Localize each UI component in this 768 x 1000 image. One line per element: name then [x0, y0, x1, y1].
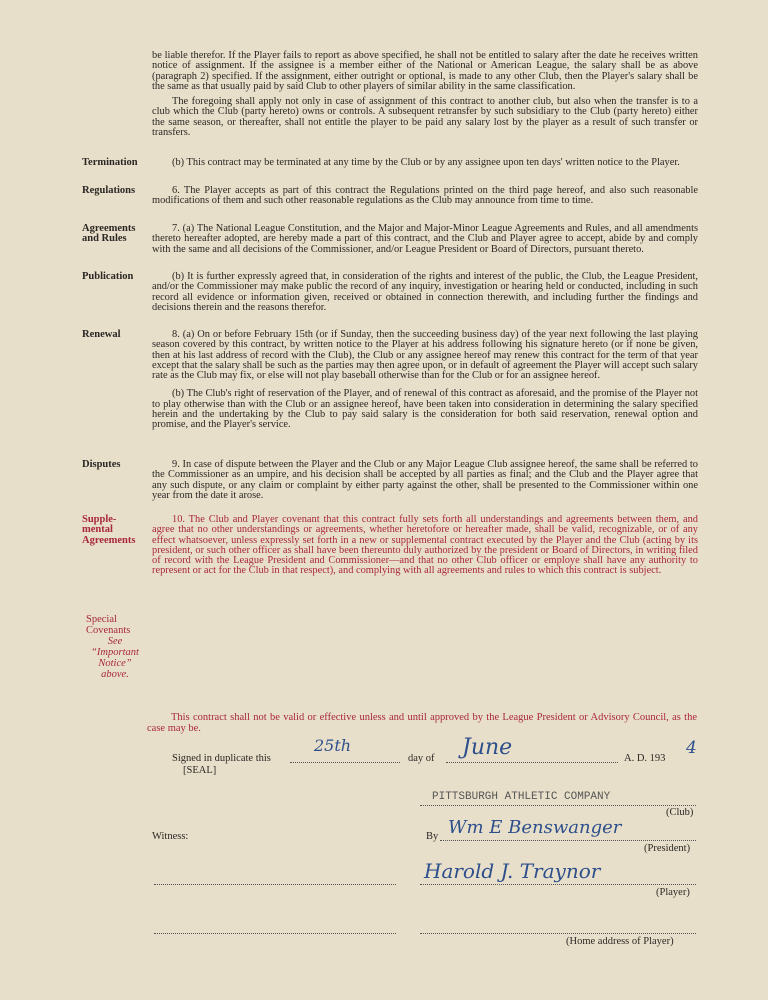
- day-line: [290, 762, 400, 763]
- approval-notice: This contract shall not be valid or effective unless and until approved by the League President or Advisory Council, as the case may be.: [147, 712, 697, 734]
- clause-paragraph: 9. In case of dispute between the Player and the Club or any Major League Club assignee hereof, the same shall be referred to the Commissioner as an umpire, and his decision shall be accepted by all parties as final; and the Club and the Player agree that any such dispute, or any claim or complaint by either party against the other, shall be presented to the Commissioner within one year from the date it arose.: [152, 459, 698, 501]
- important-notice-note: See: [107, 636, 123, 647]
- witness-label: Witness:: [152, 831, 189, 842]
- important-notice-note: “Important: [91, 647, 139, 658]
- day-handwritten: 25th: [314, 736, 352, 755]
- seal-label: [SEAL]: [183, 765, 217, 776]
- clause-label: Publication: [82, 271, 134, 282]
- clause-section: [82, 186, 698, 207]
- special-covenants-title: Covenants: [86, 625, 131, 636]
- clause-label: Renewal: [82, 329, 121, 340]
- player-line: [420, 884, 696, 885]
- clause-section: [82, 460, 698, 501]
- month-handwritten: June: [462, 735, 513, 760]
- day-of-text: day of: [408, 753, 435, 764]
- clause-paragraph: (b) This contract may be terminated at any time by the Club or by any assignee upon ten days' written notice to the Player.: [172, 157, 680, 168]
- clause-section: [82, 272, 698, 313]
- clause-paragraph: be liable therefor. If the Player fails to report as above specified, he shall not be entitled to salary after the date he receives written notice of assignment. If the assignee is a member either of the National or American League, the salary shall be as above (paragraph 2) specified. If the assignment, either outright or optional, is made to any other Club, then the Player's salary shall be the same as that usually paid by said Club to other players of similar ability in the same classification.: [152, 50, 698, 92]
- signed-text: Signed in duplicate this: [172, 753, 271, 764]
- president-signature: Wm E Benswanger: [448, 817, 622, 838]
- clause-label: Termination: [82, 157, 138, 168]
- clause-section: [82, 330, 698, 431]
- clause-section: [82, 224, 698, 255]
- clause-label: Agreements and Rules: [82, 223, 136, 245]
- special-covenants-label: [86, 614, 146, 680]
- clause-paragraph: The foregoing shall apply not only in case of assignment of this contract to another club, but also when the transfer is to a club which the Club (party hereto) owns or controls. A subsequent retransfer by such subsidiary to the Club (party hereto) either the same season, or thereafter, shall not entitle the player to be paid any salary lost by the player as a result of such transfer or transfers.: [152, 96, 698, 139]
- ad-text: A. D. 193: [624, 753, 666, 764]
- clause-paragraph: 10. The Club and Player covenant that this contract fully sets forth all understandings and agreements between them, and agree that no other understandings or agreements, whether heretofore or hereafter made, shall be valid, recognizable, or of any effect whatsoever, unless expressly set forth in a new or supplemental contract executed by the Player and the Club (acting by its president, or such other officer as shall have been thereunto duly authorized by the president or Board of Directors, in writing filed of record with the League President and Commissioner—and that no other Club officer or employe shall have any authority to represent or act for the Club in that respect), and complying with all agreements and rules to which this contract is subject.: [152, 514, 698, 577]
- important-notice-note: Notice”: [98, 658, 132, 669]
- club-line: [420, 805, 696, 806]
- by-label: By: [426, 831, 439, 842]
- clause-label: Regulations: [82, 185, 136, 196]
- important-notice-note: above.: [101, 669, 129, 680]
- president-label: (President): [644, 843, 691, 854]
- clause-paragraph: (b) It is further expressly agreed that, in consideration of the rights and interest of the public, the Club, the League President, and/or the Commissioner may make public the record of any inquiry, investigation or hearing held or conducted, including in such record all evidence or information given, received or obtained in connection therewith, and including further the findings and decisions therein and the reasons therefor.: [152, 271, 698, 313]
- club-label: (Club): [666, 807, 694, 818]
- year-handwritten: 4: [686, 738, 697, 758]
- player-signature: Harold J. Traynor: [424, 859, 601, 883]
- clause-section: [82, 51, 698, 138]
- clause-section: [82, 158, 698, 168]
- clause-paragraph: (b) The Club's right of reservation of the Player, and of renewal of this contract as aforesaid, and the promise of the Player not to play otherwise than with the Club or an assignee hereof, have been taken into consideration in determining the salary specified herein and the undertaking by the Club to pay said salary is the consideration for both said reservation, renewal option and promise, and the Player's service.: [152, 388, 698, 431]
- clause-paragraph: 8. (a) On or before February 15th (or if Sunday, then the succeeding business day) of the year next following the last playing season covered by this contract, by written notice to the Player at his address following his signature hereto (or if none be given, then at his last address of record with the Club), the Club or any assignee hereof may renew this contract for the term of that year except that the salary shall be such as the parties may then agree upon, or in default of agreement the Player will accept such salary rate as the Club may fix, or else will not play baseball otherwise than for the Club or for an assignee hereof.: [152, 329, 698, 382]
- player-label: (Player): [656, 887, 690, 898]
- witness-line: [154, 884, 396, 885]
- clause-label: Supple- mental Agreements: [82, 514, 136, 546]
- clause-paragraph: 7. (a) The National League Constitution, and the Major and Major-Minor League Agreements and Rules, and all amendments thereto hereafter adopted, are hereby made a part of this contract, and the Club and Player agree to accept, abide by and comply with the same and all decisions of the Commissioner, and/or League President or Board of Directors, pursuant thereto.: [152, 223, 698, 255]
- clause-paragraph: 6. The Player accepts as part of this contract the Regulations printed on the third page hereof, and also such reasonable modifications of them and such other reasonable regulations as the Club may announce from time to time.: [152, 185, 698, 207]
- month-line: [446, 762, 618, 763]
- home-address-line: [420, 933, 696, 934]
- witness-line: [154, 933, 396, 934]
- club-name-stamp: PITTSBURGH ATHLETIC COMPANY: [432, 791, 611, 803]
- clause-section: [82, 515, 698, 577]
- home-address-label: (Home address of Player): [566, 936, 674, 947]
- special-covenants-title: Special: [86, 614, 117, 625]
- clause-label: Disputes: [82, 459, 121, 470]
- president-line: [440, 840, 696, 841]
